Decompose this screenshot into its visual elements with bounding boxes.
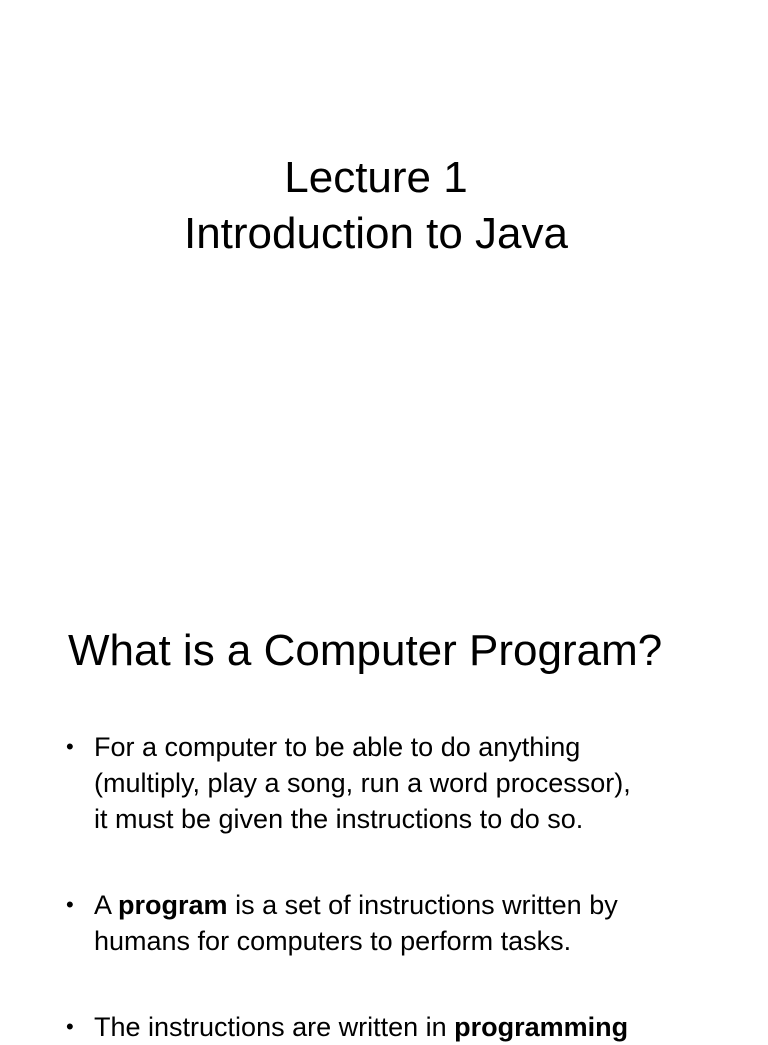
bold-term-program: program — [118, 890, 228, 920]
bullet-text — [94, 1009, 726, 1045]
lecture-number: Lecture 1 — [284, 153, 468, 202]
bullet-line: For a computer to be able to do anything — [94, 732, 581, 762]
lecture-title — [0, 150, 752, 262]
bullet-icon: • — [66, 734, 74, 759]
bullet-text — [94, 729, 726, 837]
bullet-item-program-definition — [66, 887, 726, 959]
bold-term-programming: programming — [454, 1012, 629, 1042]
bullet-suffix: is a set of instructions written by — [227, 890, 618, 920]
bullet-icon: • — [66, 1014, 74, 1039]
bullet-item-programming-language — [66, 1009, 726, 1045]
bullet-text — [94, 887, 726, 959]
bullet-item-computer-instructions — [66, 729, 726, 837]
content-slide — [0, 576, 768, 1042]
lecture-topic: Introduction to Java — [183, 209, 568, 258]
bullet-line: (multiply, play a song, run a word processor), — [94, 768, 631, 798]
slide-heading: What is a Computer Program? — [68, 626, 663, 675]
bullet-line: it must be given the instructions to do so. — [94, 804, 584, 834]
bullet-line: humans for computers to perform tasks. — [94, 926, 572, 956]
bullet-prefix: The instructions are written in — [94, 1012, 455, 1042]
bullet-prefix: A — [94, 890, 119, 920]
bullet-icon: • — [66, 892, 74, 917]
